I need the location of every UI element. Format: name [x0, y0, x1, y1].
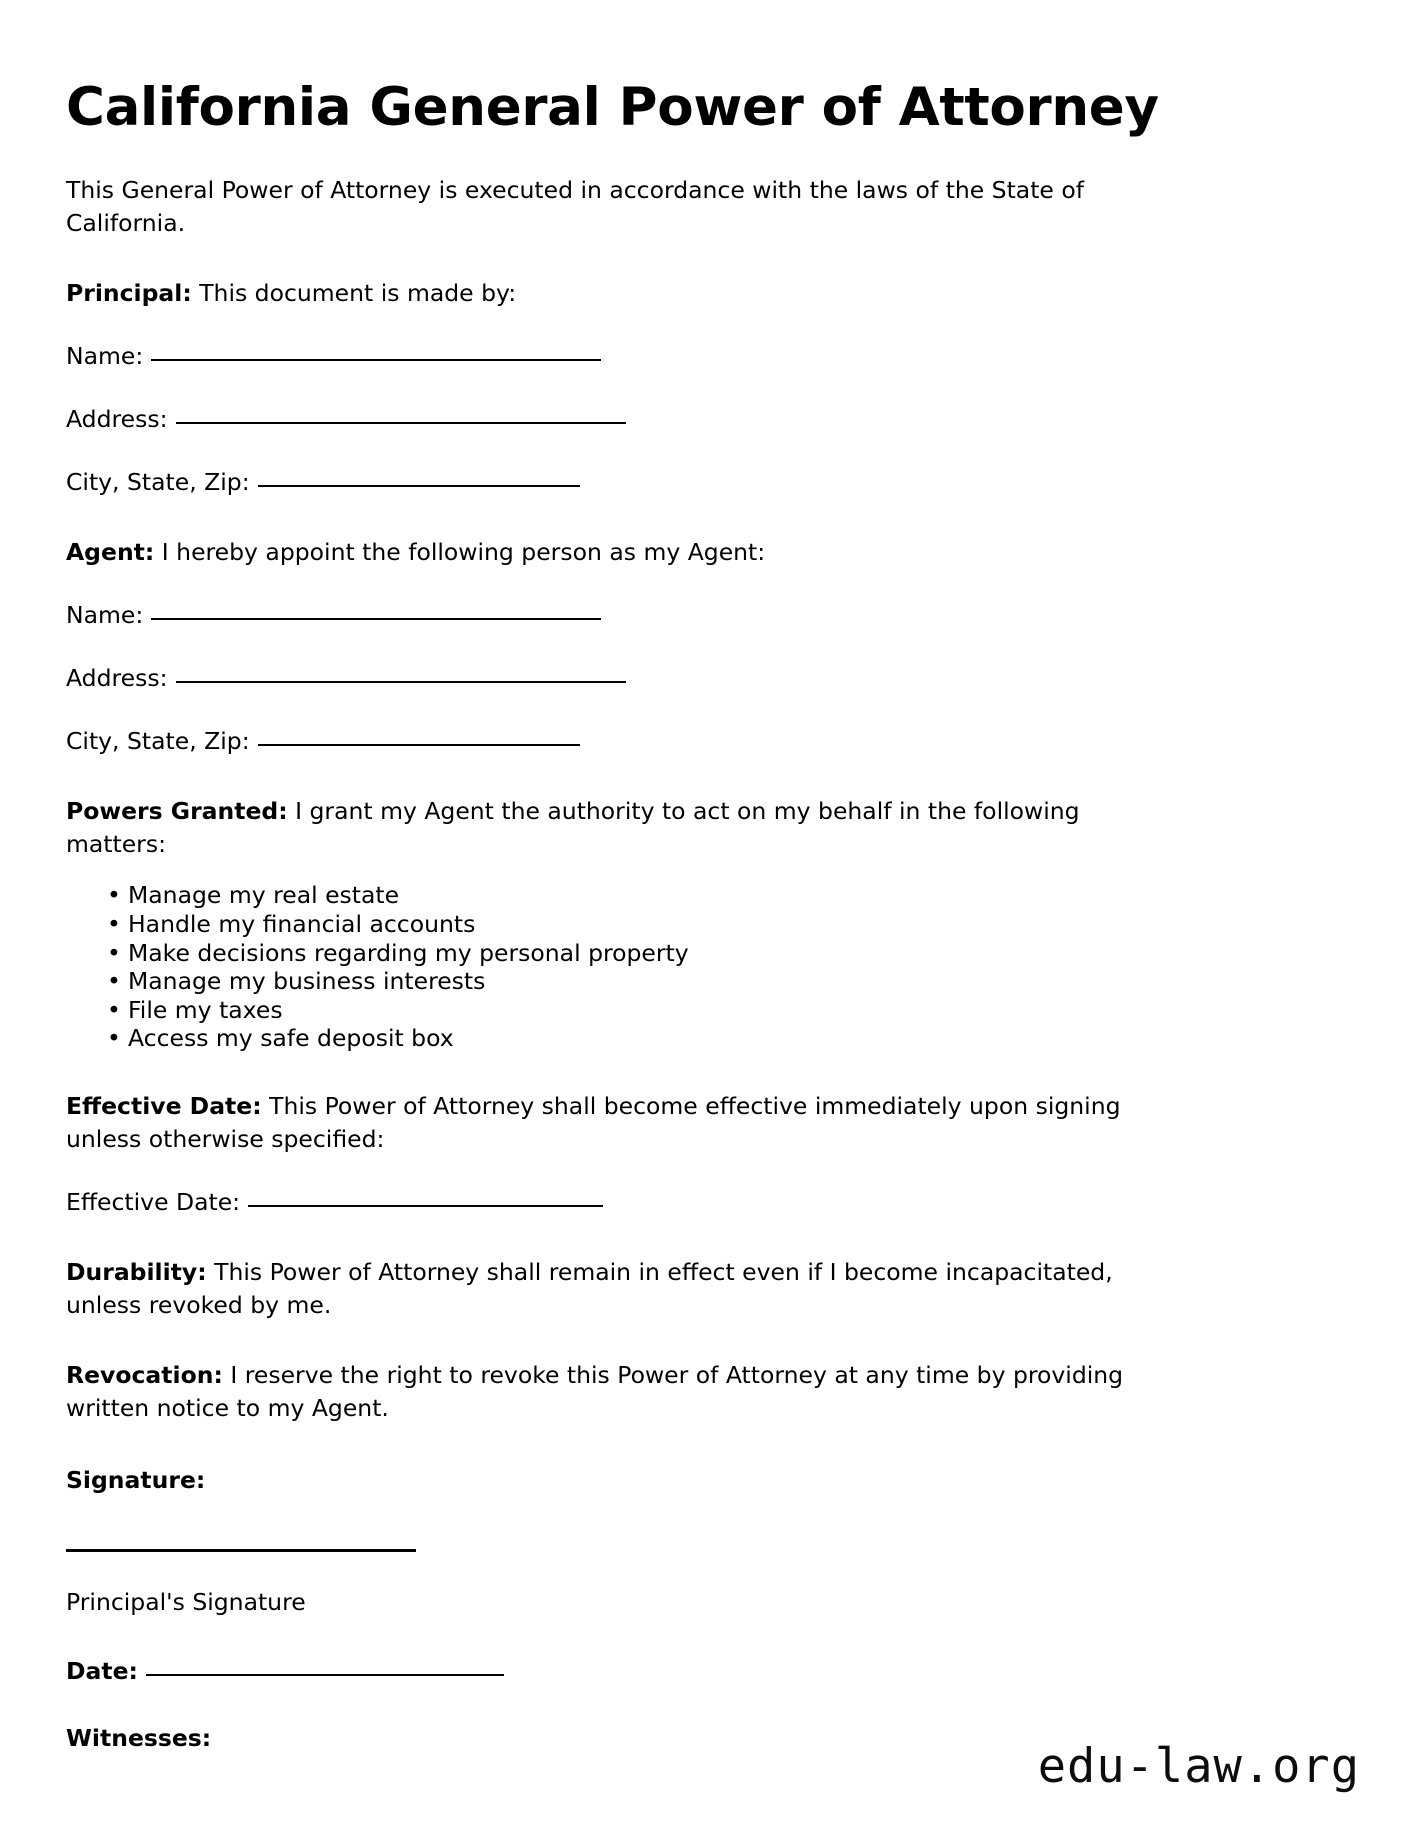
revocation-paragraph [66, 1322, 1138, 1425]
effective-date-paragraph [66, 1053, 1138, 1156]
signature-heading: Signature: [66, 1465, 206, 1494]
signature-line-row [66, 1497, 1138, 1552]
durability-label: Durability: [66, 1257, 207, 1286]
signature-caption: Principal's Signature [66, 1587, 306, 1616]
list-item: • Manage my real estate [66, 881, 1138, 910]
agent-name-input-rule[interactable] [151, 618, 601, 620]
principal-address-input-rule[interactable] [176, 422, 626, 424]
principal-address-label: Address: [66, 405, 168, 434]
agent-city-state-zip-field-row [66, 695, 1138, 758]
revocation-label: Revocation: [66, 1360, 223, 1389]
agent-address-input-rule[interactable] [176, 681, 626, 683]
powers-granted-list [66, 861, 1138, 1053]
principal-city-state-zip-label: City, State, Zip: [66, 468, 250, 497]
powers-granted-text: I grant my Agent the authority to act on my behalf in the following matters: [66, 797, 1080, 859]
witnesses-heading: Witnesses: [66, 1723, 212, 1752]
agent-city-state-zip-label: City, State, Zip: [66, 727, 250, 756]
list-item: • Handle my financial accounts [66, 910, 1138, 939]
list-item: • File my taxes [66, 996, 1138, 1025]
principal-text: This document is made by: [191, 279, 517, 308]
agent-address-label: Address: [66, 664, 168, 693]
principal-label: Principal: [66, 279, 192, 308]
powers-granted-label: Powers Granted: [66, 797, 288, 826]
site-brand-watermark: edu-law.org [1037, 1739, 1360, 1794]
date-input-rule[interactable] [146, 1674, 504, 1676]
principal-city-state-zip-field-row [66, 436, 1138, 499]
page-title: California General Power of Attorney [66, 77, 1159, 138]
effective-date-field-row [66, 1156, 1138, 1219]
effective-date-label: Effective Date: [66, 1091, 262, 1120]
agent-label: Agent: [66, 538, 155, 567]
effective-date-text: This Power of Attorney shall become effective immediately upon signing unless otherwise specified: [66, 1091, 1121, 1153]
principal-address-field-row [66, 373, 1138, 436]
date-label: Date: [66, 1656, 138, 1685]
list-item: • Access my safe deposit box [66, 1024, 1138, 1053]
effective-date-field-label: Effective Date: [66, 1187, 241, 1216]
list-item: • Manage my business interests [66, 967, 1138, 996]
principal-city-state-zip-input-rule[interactable] [258, 485, 580, 487]
agent-name-field-row [66, 569, 1138, 632]
intro-paragraph: This General Power of Attorney is executed in accordance with the laws of the State of California. [66, 176, 1084, 238]
principal-name-input-rule[interactable] [151, 359, 601, 361]
principal-name-field-row [66, 310, 1138, 373]
principal-name-label: Name: [66, 342, 144, 371]
date-field-row [66, 1619, 1138, 1688]
principal-heading-paragraph [66, 240, 1138, 310]
powers-granted-paragraph [66, 758, 1138, 861]
durability-text: This Power of Attorney shall remain in effect even if I become incapacitated, unless revoked by me. [66, 1257, 1113, 1319]
agent-name-label: Name: [66, 601, 144, 630]
agent-address-field-row [66, 632, 1138, 695]
revocation-text: I reserve the right to revoke this Power of Attorney at any time by providing written notice to my Agent. [66, 1360, 1124, 1422]
effective-date-input-rule[interactable] [248, 1205, 603, 1207]
list-item: • Make decisions regarding my personal property [66, 939, 1138, 968]
durability-paragraph [66, 1219, 1138, 1322]
agent-city-state-zip-input-rule[interactable] [258, 744, 580, 746]
agent-text: I hereby appoint the following person as my Agent: [154, 538, 766, 567]
document-content [66, 0, 1159, 1755]
agent-heading-paragraph [66, 499, 1138, 569]
